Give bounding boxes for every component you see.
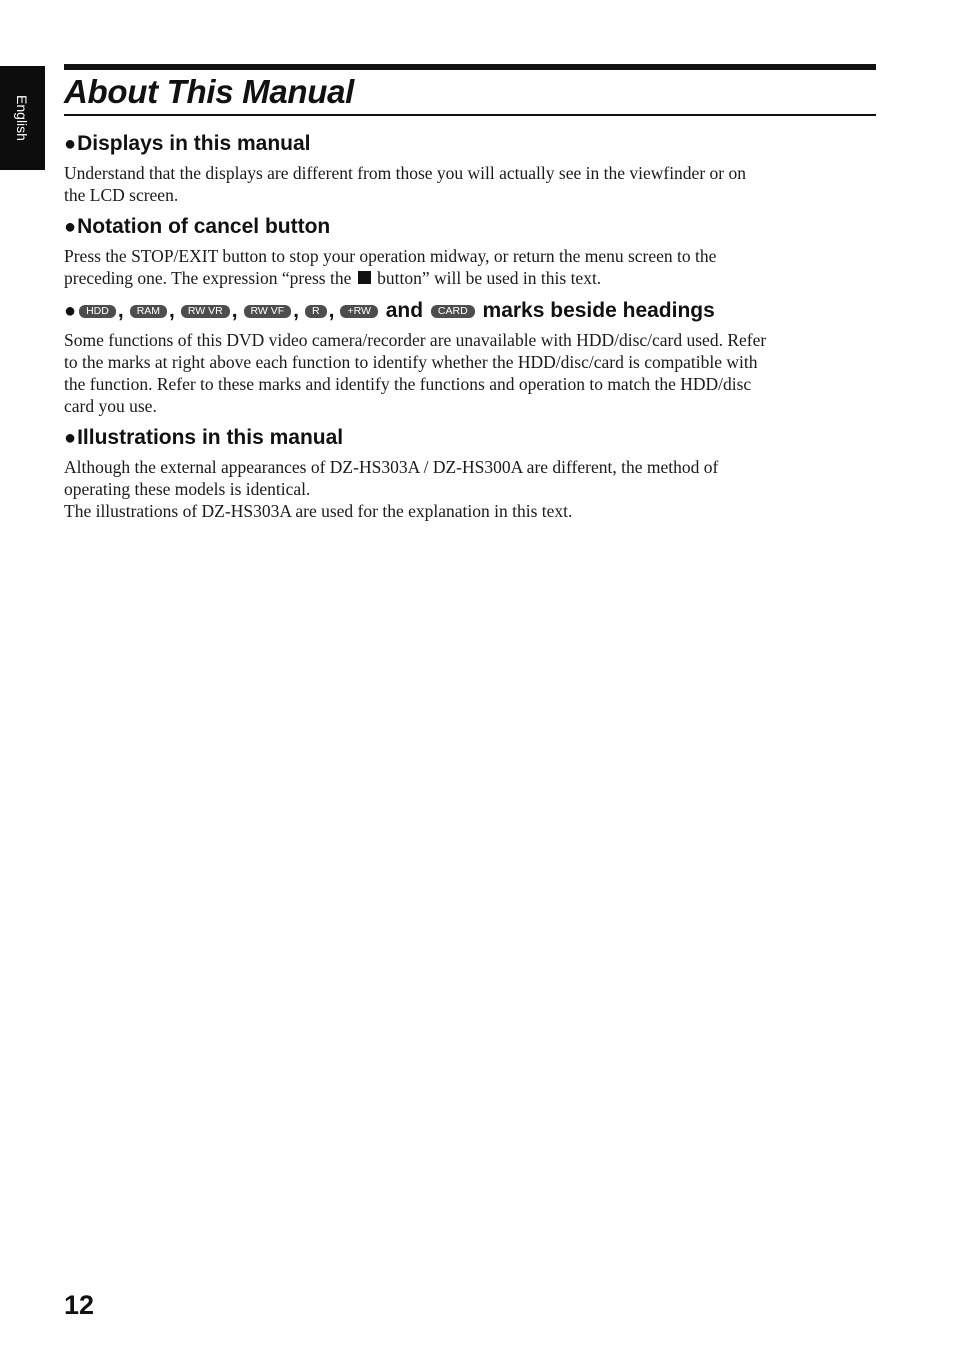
bullet-icon: ● xyxy=(64,300,77,322)
body-line: Although the external appearances of DZ-HS303A / DZ-HS300A are different, the method of xyxy=(64,457,719,477)
plus-rw-badge: +RW xyxy=(340,305,377,318)
stop-square-icon xyxy=(358,271,371,284)
section-displays xyxy=(64,131,876,206)
separator-comma: , xyxy=(169,299,175,322)
bullet-icon: ● xyxy=(64,427,77,449)
rw-vf-badge: RW VF xyxy=(244,305,292,318)
heading-text: Displays in this manual xyxy=(77,132,311,155)
section-heading-marks xyxy=(64,298,876,324)
bullet-icon: ● xyxy=(64,133,77,155)
body-line: the LCD screen. xyxy=(64,185,179,205)
separator-comma: , xyxy=(328,299,335,322)
section-body-displays xyxy=(64,162,876,206)
separator-comma: , xyxy=(117,299,124,322)
section-heading-cancel xyxy=(64,214,876,240)
body-line: Some functions of this DVD video camera/recorder are unavailable with HDD/disc/card used. Refer xyxy=(64,330,767,350)
body-line: Press the STOP/EXIT button to stop your operation midway, or return the menu screen to the xyxy=(64,246,717,266)
ram-badge: RAM xyxy=(130,305,167,318)
section-body-marks xyxy=(64,329,876,417)
body-line: the function. Refer to these marks and identify the functions and operation to match the HDD/disc xyxy=(64,374,752,394)
section-heading-illustrations xyxy=(64,425,876,451)
separator-comma: , xyxy=(231,299,238,322)
rw-vr-badge: RW VR xyxy=(181,305,230,318)
section-body-cancel xyxy=(64,245,876,289)
body-line: card you use. xyxy=(64,396,157,416)
card-badge: CARD xyxy=(431,305,475,318)
r-badge: R xyxy=(305,305,327,318)
heading-and-word: and xyxy=(385,299,424,322)
section-illustrations xyxy=(64,425,876,522)
heading-text: Notation of cancel button xyxy=(77,215,331,238)
title-bottom-rule xyxy=(64,114,876,116)
body-line: Understand that the displays are different from those you will actually see in the viewfinder or on xyxy=(64,163,746,183)
page-title: About This Manual xyxy=(64,73,355,110)
body-text-before-icon: preceding one. The expression “press the xyxy=(64,268,352,288)
language-tab-label: English xyxy=(14,95,30,141)
section-heading-displays xyxy=(64,131,876,157)
section-cancel-button xyxy=(64,214,876,289)
body-line: operating these models is identical. xyxy=(64,479,311,499)
body-line: The illustrations of DZ-HS303A are used for the explanation in this text. xyxy=(64,501,573,521)
bullet-icon: ● xyxy=(64,216,77,238)
body-line: to the marks at right above each function to identify whether the HDD/disc/card is compatible with xyxy=(64,352,758,372)
heading-tail: marks beside headings xyxy=(482,299,715,322)
hdd-badge: HDD xyxy=(79,305,116,318)
body-text-after-icon: button” will be used in this text. xyxy=(377,268,602,288)
heading-text: Illustrations in this manual xyxy=(77,426,344,449)
language-tab xyxy=(0,66,45,170)
section-body-illustrations xyxy=(64,456,876,522)
section-marks xyxy=(64,298,876,417)
title-top-rule xyxy=(64,64,876,70)
separator-comma: , xyxy=(293,299,300,322)
page-number: 12 xyxy=(64,1290,95,1320)
